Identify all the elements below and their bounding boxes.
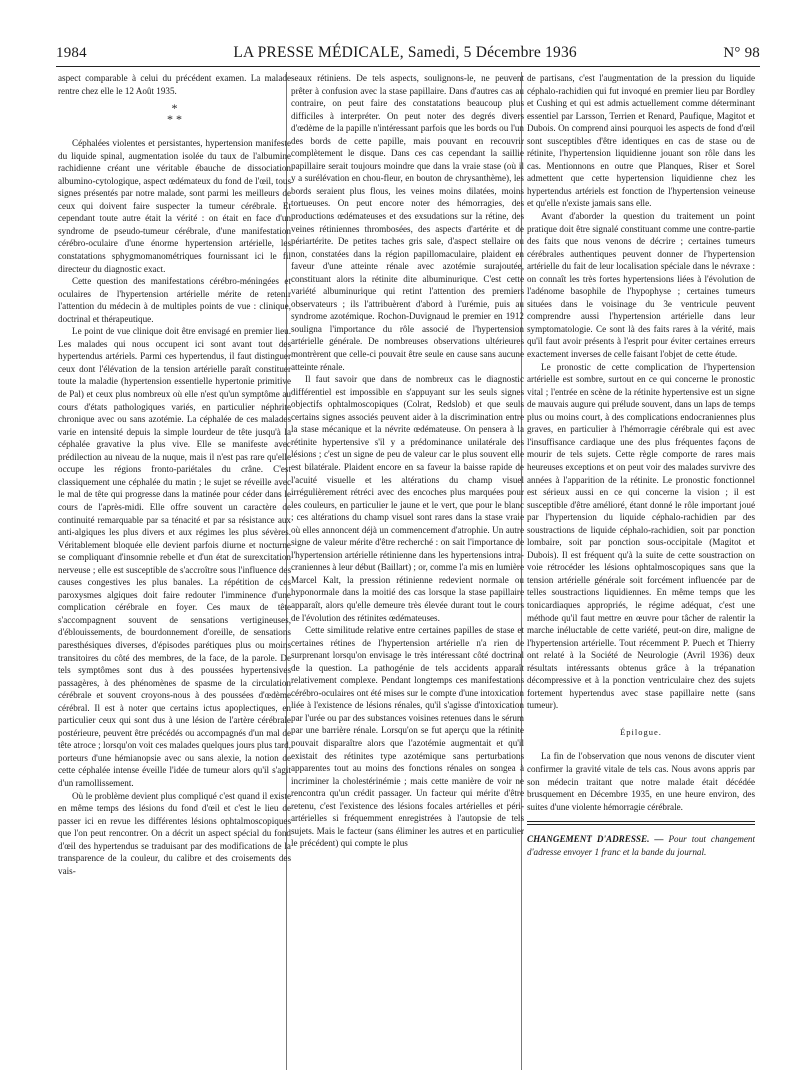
- address-change-notice: [527, 833, 755, 858]
- asterism-bottom: * *: [167, 112, 182, 127]
- page-header: [56, 44, 760, 66]
- paragraph: Le pronostic de cette complication de l'hypertension artérielle est sombre, surtout en ce qui concerne le pronostic vital ; l'entrée en scène de la rétinite hypertensive est un signe de mauvais augure qui prélude souvent, dans un laps de temps plus ou moins court, à des complications endocraniennes plus graves, en particulier à l'hémorragie cérébrale qui est avec l'insuffisance cardiaque une des plus fréquentes façons de mourir de tels sujets. Cette règle comporte de rares mais heureuses exceptions et on peut voir des malades survivre des années à l'apparition de la rétinite. Le pronostic fonctionnel est sérieux aussi en ce qui concerne la vision ; il est susceptible d'être amélioré, étant donné le rôle important joué par l'hypertension du liquide céphalo-rachidien par des soustractions de liquide céphalo-rachidien, soit par ponction lombaire, soit par ponction sous-occipitale (Magitot et Dubois). Il est fréquent qu'à la suite de cette soustraction on voie rétrocéder les lésions ophtalmoscopiques sans que la tension artérielle générale soit forcément influencée par de telles soustractions liquidiennes. En même temps que les tonicardiaques appropriés, le régime adéquat, c'est une méthode qu'il faut mettre en œuvre pour tâcher de ralentir la marche inéluctable de cette variété, peut-on dire, maligne de l'hypertension artérielle. Tout récemment P. Puech et Thierry ont relaté à la Société de Neurologie (Avril 1936) deux résultats intéressants obtenus grâce à la trépanation décompressive et à la ponction ventriculaire chez des sujets fortement hypertendus avec stase papillaire nette (sans tumeur).: [527, 361, 755, 711]
- paragraph: Le point de vue clinique doit être envisagé en premier lieu. Les malades qui nous occupent ici sont avant tout des hypertendus artériels. Parmi ces hypertendus, il faut distinguer ceux dont l'élévation de la tension artérielle paraît constituer toute la maladie (hypertension essentielle hypertonie primitive de Pal) et ceux plus nombreux où elle n'est qu'un symptôme au cours d'états pathologiques variés, en particulier néphrite chronique avec ou sans azotémie. La céphalée de ces malades varie en intensité depuis la simple lourdeur de tête jusqu'à la céphalée gravative la plus vive. Elle se manifeste avec prédilection au niveau de la nuque, mais il n'est pas rare qu'elle occupe les régions fronto-pariétales du crâne. C'est classiquement une céphalée du matin ; le sujet se réveille avec le mal de tête qui progresse dans la matinée pour céder dans le cours de l'après-midi. Elle offre souvent un caractère de continuité remarquable par sa ténacité et par sa résistance aux anti-algiques les plus divers et aux régimes les plus sévères. Véritablement bloquée elle devient parfois diurne et nocturne se compliquant d'insomnie rebelle et d'un état de surexcitation nerveuse ; elle est susceptible de s'accroître sous l'influence des causes congestives les plus banales. La répétition de ces paroxysmes algiques doit faire redouter l'imminence d'une complication cérébrale en foyer. Ces maux de tête s'accompagnent souvent de sensations vertigineuses, d'éblouissements, de bourdonnement d'oreille, de sensations paresthésiques diverses, d'épisodes parétiques plus ou moins transitoires du côté des membres, de la face, de la parole. De tels symptômes sont dus à des poussées hypertensives passagères, à des phénomènes de spasme de la circulation cérébrale et souvent croyons-nous à des poussées d'œdème cérébral. Il est à noter que certains ictus apoplectiques, en particulier ceux qui sont dus à une lésion de l'artère cérébrale postérieure, peuvent être précédés ou accompagnés d'un mal de tête atroce ; lorsqu'on voit ces malades quelques jours plus tard, porteurs d'une hémianopsie avec ou sans alexie, la notion de cette céphalée intense éveille l'idée de tumeur alors qu'il s'agit d'un ramollissement.: [58, 326, 291, 788]
- paragraph: Avant d'aborder la question du traitement un point pratique doit être signalé constituant comme une contre-partie des faits que nous venons de décrire ; certaines tumeurs cérébrales authentiques peuvent donner de l'hypertension artérielle du fait de leur localisation spéciale dans le névraxe : on connaît les très fortes hypertensions liées à l'évolution de l'adénome basophile de l'hypophyse ; certaines tumeurs situées dans le voisinage du 3e ventricule peuvent comprendre aussi l'hypertension artérielle dans leur symptomatologie. Ce sont là des faits rares à la vérité, mais qu'il faut avoir présents à l'esprit pour éviter certaines erreurs exactement inverses de celle faisant l'objet de cette étude.: [527, 211, 755, 360]
- paragraph: Céphalées violentes et persistantes, hypertension manifeste du liquide spinal, augmentation isolée du taux de l'albumine rachidienne créant une véritable ébauche de dissociation albumino-cytologique, aspect œdémateux du fond de l'œil, tous signes présentés par notre malade, sont parmi les meilleurs de ceux qui doivent faire suspecter la tumeur cérébrale. Et cependant toute autre était la vérité : on était en face d'un syndrome de pseudo-tumeur cérébrale, d'une manifestation cérébro-oculaire d'une énorme hypertension artérielle, les constatations sphygmomanométriques fournissant ici le fil directeur du diagnostic exact.: [58, 138, 291, 274]
- column-3: [527, 72, 755, 1072]
- column-2: [291, 72, 524, 1072]
- journal-title: LA PRESSE MÉDICALE, Samedi, 5 Décembre 1936: [233, 44, 577, 61]
- paragraph: Cette similitude relative entre certaines papilles de stase et certaines rétines de l'hypertension artérielle n'a rien de surprenant lorsqu'on envisage le très intéressant côté doctrinal de la question. La pathogénie de tels accidents apparaît relativement complexe. Pendant longtemps ces manifestations cérébro-oculaires ont été mises sur le compte d'une intoxication liée à l'existence de lésions rénales, qu'il s'agisse d'intoxication par l'urée ou par des substances voisines retenues dans le sérum par une barrière rénale. Lorsqu'on se fut aperçu que la rétinite pouvait disparaître alors que l'azotémie augmentait et qu'il existait des rétinites type azotémique sans perturbations apparentes tout au moins des fonctions rénales on songea à incriminer la cholestérinémie ; mais cette manière de voir ne rencontra qu'un crédit passager. Un facteur qui mérite d'être retenu, c'est l'existence des lésions focales artérielles et péri-artérielles si fréquemment enregistrées à l'autopsie de tels sujets. Mais le facteur (sans éliminer les autres et en particulier le précédent) qui compte le plus: [291, 625, 524, 849]
- section-asterisms: [58, 103, 291, 125]
- asterism-top: *: [171, 101, 178, 116]
- paragraph: Cette question des manifestations cérébro-méningées et oculaires de l'hypertension artérielle mérite de retenir l'attention du médecin à de multiples points de vue : clinique, doctrinal et thérapeutique.: [58, 276, 291, 324]
- paragraph: Il faut savoir que dans de nombreux cas le diagnostic différentiel est impossible en s'appuyant sur les seuls signes objectifs ophtalmoscopiques (Colrat, Redslob) et que seuls certains signes associés peuvent aider à la discrimination entre la stase mécanique et la névrite œdémateuse. On pensera à la rétinite hypertensive s'il y a prédominance unilatérale des lésions ; c'est un signe de peu de valeur car le plus souvent elle est bilatérale. Plaident encore en sa faveur la baisse rapide de l'acuité visuelle et les altérations du champ visuel irrégulièrement rétréci avec des encoches plus marquées pour les couleurs, en particulier le jaune et le vert, que pour le blanc ; ces altérations du champ visuel sont rares dans la stase vraie où elles annoncent déjà un commencement d'atrophie. Un autre signe de valeur mérite d'être recherché : on sait l'importance de l'hypertension artérielle rétinienne dans les hypertensions intra-craniennes à leur début (Baillart) ; or, comme l'a mis en lumière Marcel Kalt, la pression rétinienne redevient normale ou hyponormale dans la moitié des cas lorsque la stase papillaire apparaît, alors qu'elle demeure très élevée durant tout le cours de l'évolution des rétinites œdémateuses.: [291, 374, 524, 623]
- page-number: 1984: [56, 45, 87, 61]
- notice-rule: [527, 821, 755, 825]
- paragraph: de partisans, c'est l'augmentation de la pression du liquide céphalo-rachidien qui fut invoqué en premier lieu par Bordley et Cushing et qui est admis actuellement comme déterminant essentiel par Larsson, Terrien et Renard, Paufique, Magitot et Dubois. On comprend ainsi pourquoi les aspects de fond d'œil sont susceptibles d'être identiques en cas de stase ou de rétinite, l'hypertension liquidienne jouant son rôle dans les cas. Mentionnons en outre que Planques, Riser et Sorel admettent que cette hypertension liquidienne chez les hypertendus artériels est fonction de l'hypertension veineuse et qu'elle n'existe jamais sans elle.: [527, 73, 755, 209]
- header-rule: [56, 66, 760, 67]
- column-1: [58, 72, 291, 1072]
- issue-number: N° 98: [723, 45, 760, 61]
- notice-lead: CHANGEMENT D'ADRESSE. —: [527, 834, 664, 845]
- notice-text: Pour tout changement d'adresse envoyer 1 franc et la bande du journal.: [527, 834, 755, 857]
- paragraph: Où le problème devient plus compliqué c'est quand il existe en même temps des lésions du fond d'œil et c'est le lieu de passer ici en revue les différentes lésions ophtalmoscopiques que l'on peut rencontrer. On a décrit un aspect spécial du fond d'œil des hypertendus se traduisant par des modifications de la transparence de la couleur, du calibre et des croisements des vais-: [58, 790, 291, 876]
- paragraph: La fin de l'observation que nous venons de discuter vient confirmer la gravité vitale de tels cas. Nous avons appris par son médecin traitant que notre malade était décédée brusquement en Décembre 1935, en une heure environ, des suites d'une violente hémorragie cérébrale.: [527, 751, 755, 812]
- paragraph: aspect comparable à celui du précédent examen. La malade rentre chez elle le 12 Août 1935.: [58, 73, 291, 96]
- epilogue-heading: Épilogue.: [620, 726, 662, 737]
- paragraph: seaux rétiniens. De tels aspects, soulignons-le, ne peuvent prêter à confusion avec la stase papillaire. Dans d'autres cas au contraire, on peut faire des constatations beaucoup plus difficiles à interpréter. On peut noter des degrés divers d'œdème de la papille n'intéressant parfois que les bords ou l'un des bords de cette papille, mais pouvant en recouvrir complètement le disque. Dans ces cas cependant la saillie papillaire serait toujours moindre que dans la vraie stase (où il y a surélévation en chou-fleur, en bouton de chrysanthème), les bords seraient plus flous, les veines moins dilatées, moins tortueuses. On peut encore noter des hémorragies, des productions œdémateuses et des exsudations sur la rétine, des veines rétiniennes thrombosées, des aspects d'artérite et de périartérite. De petites taches gris sale, d'aspect stellaire ou non, constatées dans la région papillomaculaire, plaident en faveur d'une atteinte rénale avec azotémie surajoutée, constituant alors la rétinite dite albuminurique. C'est cette variété albuminurique qui retint l'attention des premiers observateurs ; ils l'attribuèrent d'abord à l'urémie, puis au syndrome azotémique. Rochon-Duvignaud le premier en 1912 souligna l'importance du rôle associé de l'hypertension artérielle générale. De nombreuses observations ultérieures montrèrent que celle-ci pouvait être seule en cause sans aucune atteinte rénale.: [291, 73, 524, 372]
